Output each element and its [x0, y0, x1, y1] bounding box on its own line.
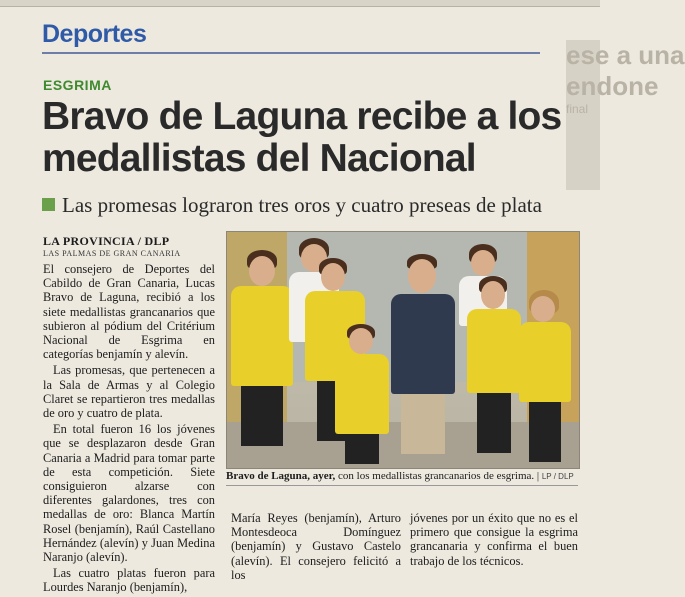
photo-caption — [226, 470, 578, 486]
photo-credit: LP / DLP — [541, 472, 574, 481]
adjacent-ad-fragment — [566, 40, 685, 190]
body-paragraph: jóvenes por un éxito que no es el primero que consigue la esgrima grancanaria y confirma el buen trabajo de los técnicos. — [410, 511, 578, 568]
body-paragraph: Las cuatro platas fueron para Lourdes Naranjo (benjamín), — [43, 566, 215, 595]
caption-separator: | — [536, 470, 540, 482]
article-body-column — [43, 262, 215, 597]
ad-text-line: ese a una — [566, 40, 685, 70]
deck-text: Las promesas lograron tres oros y cuatro preseas de plata — [62, 193, 542, 217]
byline: LA PROVINCIA / DLP — [43, 234, 170, 248]
body-paragraph: En total fueron 16 los jóvenes que se desplazaron desde Gran Canaria a Madrid para tomar parte de esta competición. Siete consiguieron alzarse con diferentes galardones, tres con medallas de oro: Blanca Martín Rosel (benjamín), Raúl Castellano Hernández (alevín) y Juan Medina Naranjo (alevín). — [43, 422, 215, 565]
body-paragraph: Las promesas, que pertenecen a la Sala de Armas y al Colegio Claret se repartieron tres medallas de oro y cuatro de plata. — [43, 363, 215, 421]
caption-lead: Bravo de Laguna, ayer, — [226, 470, 336, 482]
caption-text: con los medallistas grancanarios de esgrima. — [335, 470, 535, 482]
body-paragraph: El consejero de Deportes del Cabildo de Gran Canaria, Lucas Bravo de Laguna, recibió a los siete medallistas grancanarios que subieron al pódium del Critérium Nacional de Esgrima en categorías benjamín y alevín. — [43, 262, 215, 362]
article-headline: Bravo de Laguna recibe a los medallistas del Nacional — [42, 95, 562, 180]
article-photo — [226, 231, 580, 469]
ad-text-line: final — [566, 102, 589, 116]
dateline: LAS PALMAS DE GRAN CANARIA — [43, 249, 181, 258]
article-kicker: ESGRIMA — [43, 77, 112, 93]
square-bullet-icon — [42, 198, 55, 211]
article-body-column-2 — [231, 511, 401, 582]
article-deck — [42, 193, 582, 218]
ad-text-line: endone — [566, 71, 659, 101]
body-paragraph: María Reyes (benjamín), Arturo Montesdeoca Domínguez (benjamín) y Gustavo Castelo (alevín). El consejero felicitó a los — [231, 511, 401, 582]
section-header: Deportes — [42, 20, 147, 48]
article-body-column-3 — [410, 511, 578, 568]
page-top-strip — [0, 0, 600, 7]
section-rule — [42, 52, 540, 54]
